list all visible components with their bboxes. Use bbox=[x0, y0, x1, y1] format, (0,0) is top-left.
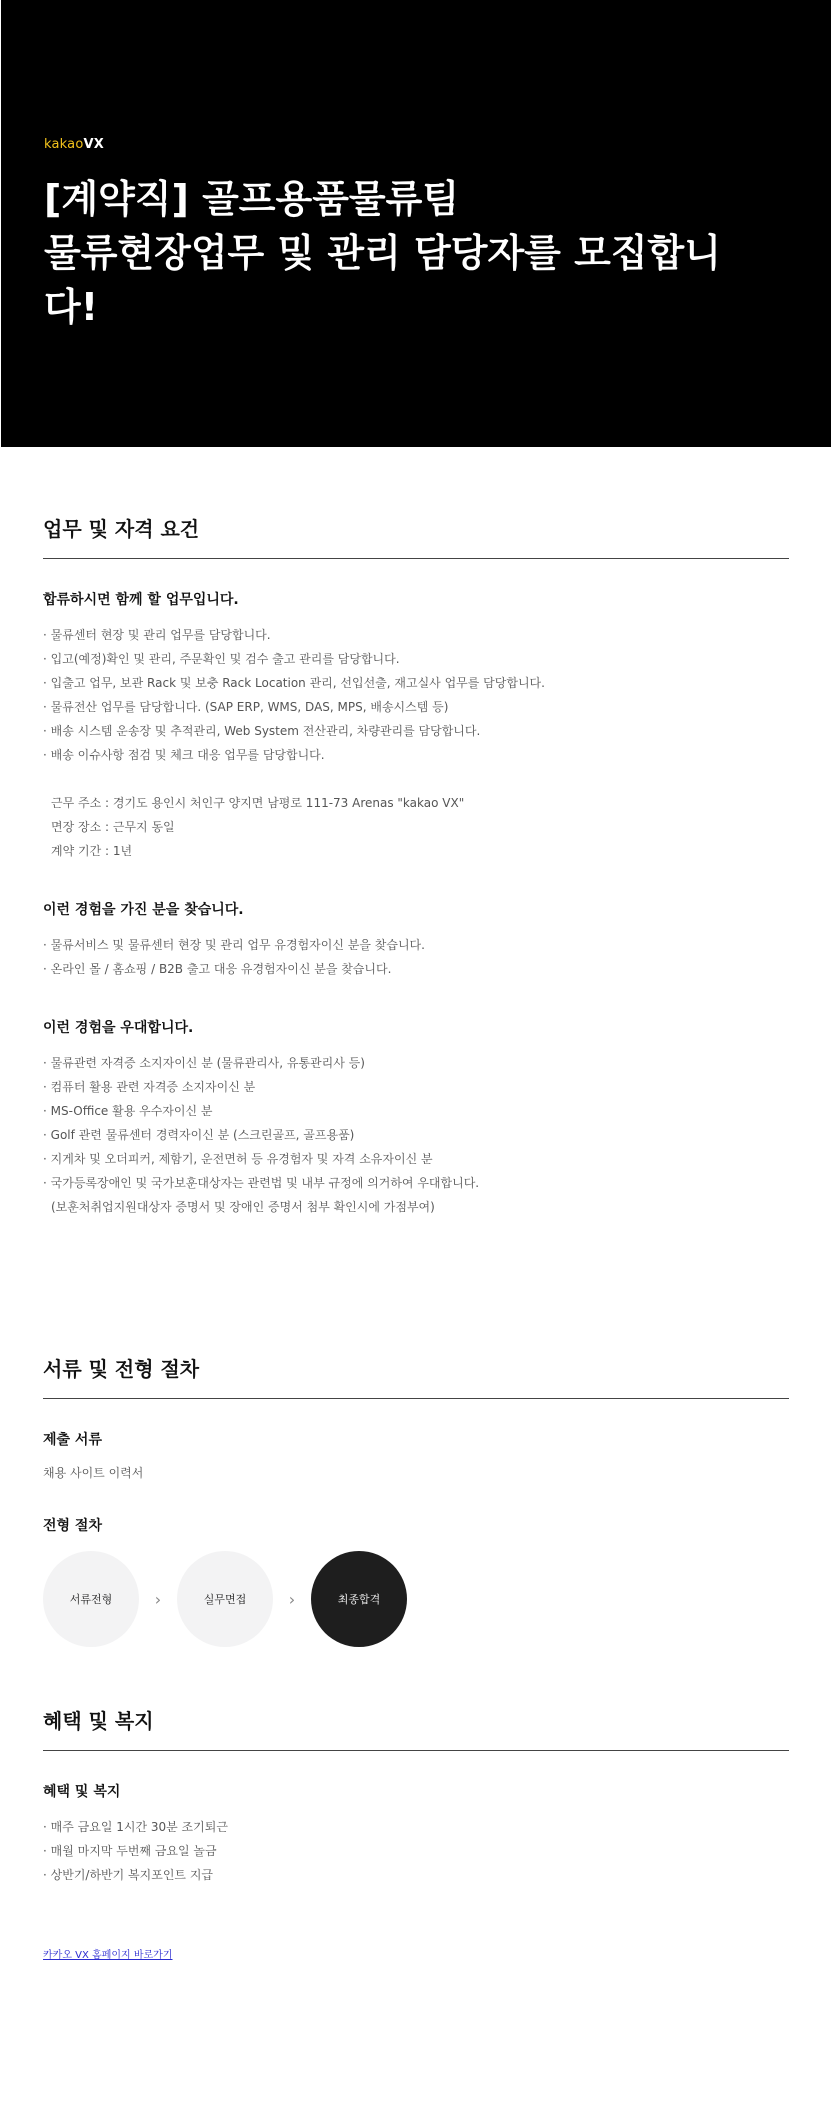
duties-list bbox=[43, 623, 789, 767]
duties-heading: 합류하시면 함께 할 업무입니다. bbox=[43, 592, 239, 608]
contract-period: 계약 기간 : 1년 bbox=[51, 844, 133, 858]
list-item: · 매주 금요일 1시간 30분 조기퇴근 bbox=[43, 1815, 789, 1839]
list-item: · 온라인 몰 / 홈쇼핑 / B2B 출고 대응 유경험자이신 분을 찾습니다. bbox=[43, 957, 789, 981]
section-title: 혜택 및 복지 bbox=[43, 1705, 789, 1751]
section-title: 업무 및 자격 요건 bbox=[43, 513, 789, 559]
step-final-pass: 최종합격 bbox=[311, 1551, 407, 1647]
list-item: · 배송 시스템 운송장 및 추적관리, Web System 전산관리, 차량관리를 담당합니다. bbox=[43, 719, 789, 743]
job-title-line: 물류현장업무 및 관리 담당자를 모집합니 bbox=[44, 231, 721, 275]
step-interview: 실무면접 bbox=[177, 1551, 273, 1647]
list-item: · 물류전산 업무를 담당합니다. (SAP ERP, WMS, DAS, MPS, 배송시스템 등) bbox=[43, 695, 789, 719]
main-content bbox=[0, 447, 832, 1962]
benefits-section bbox=[43, 1705, 789, 1962]
list-item: · 지게차 및 오더피커, 제함기, 운전면허 등 유경험자 및 자격 소유자이신 분 bbox=[43, 1147, 789, 1171]
qualifications-list bbox=[43, 933, 789, 981]
homepage-link[interactable]: 카카오 VX 홈페이지 바로가기 bbox=[43, 1950, 173, 1961]
list-item: · Golf 관련 물류센터 경력자이신 분 (스크린골프, 골프용품) bbox=[43, 1123, 789, 1147]
list-item: · 물류센터 현장 및 관리 업무를 담당합니다. bbox=[43, 623, 789, 647]
hero-banner bbox=[1, 0, 831, 447]
job-title bbox=[44, 172, 784, 334]
work-address: 근무 주소 : 경기도 용인시 처인구 양지면 남평로 111-73 Arenas "kakao VX" bbox=[51, 796, 465, 810]
documents-text: 채용 사이트 이력서 bbox=[43, 1466, 144, 1480]
process-steps bbox=[43, 1551, 789, 1647]
steps-heading: 전형 절차 bbox=[43, 1518, 102, 1534]
list-item: · 물류관련 자격증 소지자이신 분 (물류관리사, 유통관리사 등) bbox=[43, 1051, 789, 1075]
chevron-right-icon: › bbox=[154, 1589, 162, 1609]
list-item: · MS-Office 활용 우수자이신 분 bbox=[43, 1099, 789, 1123]
section-title: 서류 및 전형 절차 bbox=[43, 1353, 789, 1399]
list-item: · 상반기/하반기 복지포인트 지급 bbox=[43, 1863, 789, 1887]
preferred-note: (보훈처취업지원대상자 증명서 및 장애인 증명서 첨부 확인시에 가점부여) bbox=[51, 1200, 435, 1214]
job-title-line: 다! bbox=[44, 285, 99, 329]
list-item: · 입출고 업무, 보관 Rack 및 보충 Rack Location 관리, 선입선출, 재고실사 업무를 담당합니다. bbox=[43, 671, 789, 695]
list-item: · 매월 마지막 두번째 금요일 놀금 bbox=[43, 1839, 789, 1863]
qualifications-heading: 이런 경험을 가진 분을 찾습니다. bbox=[43, 902, 244, 918]
list-item: · 물류서비스 및 물류센터 현장 및 관리 업무 유경험자이신 분을 찾습니다. bbox=[43, 933, 789, 957]
benefits-list bbox=[43, 1815, 789, 1887]
list-item: · 국가등록장애인 및 국가보훈대상자는 관련법 및 내부 규정에 의거하여 우대합니다. bbox=[43, 1171, 789, 1195]
job-title-line: [계약직] 골프용품물류팀 bbox=[44, 177, 460, 221]
list-item: · 배송 이슈사항 점검 및 체크 대응 업무를 담당합니다. bbox=[43, 743, 789, 767]
work-info bbox=[43, 791, 789, 863]
process-section bbox=[43, 1353, 789, 1647]
preferred-list bbox=[43, 1051, 789, 1195]
interview-location: 면장 장소 : 근무지 동일 bbox=[51, 820, 175, 834]
list-item: · 컴퓨터 활용 관련 자격증 소지자이신 분 bbox=[43, 1075, 789, 1099]
list-item: · 입고(예정)확인 및 관리, 주문확인 및 검수 출고 관리를 담당합니다. bbox=[43, 647, 789, 671]
duties-section bbox=[43, 513, 789, 1219]
benefits-heading: 혜택 및 복지 bbox=[43, 1784, 121, 1800]
documents-heading: 제출 서류 bbox=[43, 1432, 102, 1448]
step-document-screening: 서류전형 bbox=[43, 1551, 139, 1647]
preferred-heading: 이런 경험을 우대합니다. bbox=[43, 1020, 194, 1036]
chevron-right-icon: › bbox=[288, 1589, 296, 1609]
brand-logo: kakaoVX bbox=[44, 137, 104, 152]
